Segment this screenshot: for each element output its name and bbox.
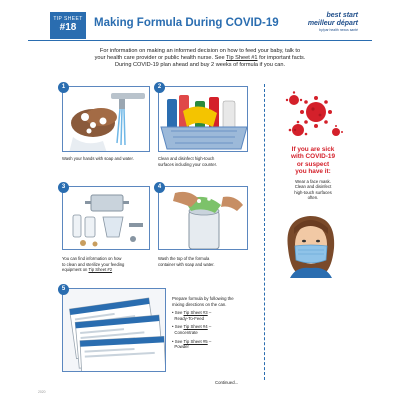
step-5-instructions (172, 296, 262, 353)
masked-woman-icon (276, 208, 346, 278)
intro-line1: For information on making an informed decision on how to feed your baby, talk to (99, 48, 301, 54)
step-4-caption: Wash the top of the formula container with soap and water. (158, 256, 215, 267)
page-title: Making Formula During COVID-19 (94, 17, 279, 29)
logo-tagline: by/par health nexus santé (319, 28, 358, 32)
tip-sheet-4-link[interactable]: Tip Sheet #4 (183, 324, 208, 330)
step-1-caption: Wash your hands with soap and water. (62, 156, 134, 161)
step-5-lead: Prepare formula by following the mixing directions on the can. (172, 296, 234, 307)
tip-sheet-1-link[interactable]: Tip Sheet #1 (226, 55, 258, 62)
list-item: • See Tip Sheet #4 – Concentrate (172, 324, 212, 335)
covid-advice: Wear a face mask. Clean and disinfect high-touch surfaces often. (294, 178, 332, 201)
step-2-number: 2 (154, 82, 165, 93)
covid-warning: If you are sick with COVID-19 or suspect you have it: Wear a face mask. Clean and disinfect high-touch surfaces often. (270, 146, 356, 201)
best-start-logo (298, 12, 358, 33)
step-3-number: 3 (58, 182, 69, 193)
logo-line1: best start (326, 12, 358, 19)
step-3-caption: You can find information on how to clean and sterilize your feeding equipment on Tip Sheet #2 (62, 256, 125, 273)
virus-icon (280, 90, 344, 142)
tip-sheet-badge (50, 12, 86, 39)
intro-line3: During COVID-19 plan ahead and buy 2 weeks of formula if you can. (114, 62, 286, 69)
sterilizing-equipment-icon (63, 187, 150, 250)
tip-sheet-label: TIP SHEET (53, 16, 83, 22)
tip-sheet-thumbnails-icon (63, 289, 166, 372)
intro-line2: your health care provider or public health nurse. See Tip Sheet #1 for important facts. (94, 55, 306, 62)
column-divider (264, 84, 265, 380)
step-5-number: 5 (58, 284, 69, 295)
intro-text (72, 48, 328, 70)
step-5-illustration (62, 288, 166, 372)
step-1-number: 1 (58, 82, 69, 93)
step-2-caption: Clean and disinfect high-touch surfaces including your counter. (158, 156, 217, 167)
header-divider (28, 40, 372, 41)
tip-sheet-number: #18 (59, 22, 77, 33)
step-3-illustration (62, 186, 150, 250)
step-1-illustration (62, 86, 150, 152)
cleaning-supplies-icon (159, 87, 248, 152)
tip-sheet-5-link[interactable]: Tip Sheet #5 (183, 338, 208, 344)
list-item: • See Tip Sheet #5 – Powder (172, 338, 212, 350)
hand-washing-icon (63, 87, 150, 152)
washing-container-icon (159, 187, 248, 250)
list-item: • See Tip Sheet #3 – Ready-To-Feed (172, 310, 212, 321)
step-4-illustration (158, 186, 248, 250)
step-2-illustration (158, 86, 248, 152)
page-code: 2020 (38, 390, 46, 394)
step-4-number: 4 (154, 182, 165, 193)
logo-line2: meilleur départ (307, 20, 358, 27)
tip-sheet-2-link[interactable]: Tip Sheet #2 (88, 267, 113, 273)
tip-sheet-3-link[interactable]: Tip Sheet #3 (183, 310, 208, 316)
continued-note: Continued... (215, 380, 239, 385)
